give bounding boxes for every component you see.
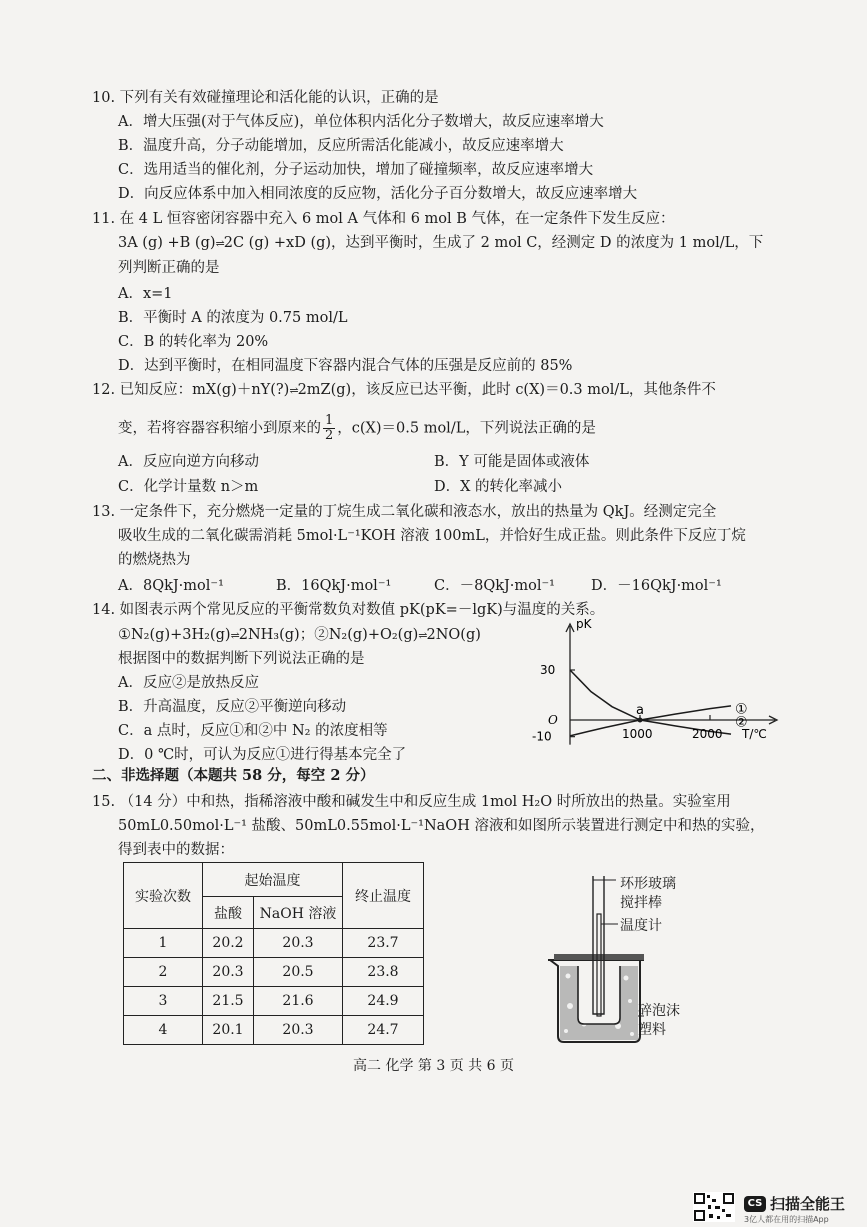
q10-option-d: D．向反应体系中加入相同浓度的反应物，活化分子百分数增大，故反应速率增大 (118, 186, 638, 202)
scanner-tagline: 3亿人都在用的扫描App (744, 1215, 829, 1224)
q13-stem-line1 (92, 502, 716, 522)
y-tick-label-30: 30 (540, 663, 556, 677)
cell-hcl: 21.5 (203, 987, 254, 1016)
fraction-denominator: 2 (325, 428, 334, 443)
scanner-brand-name: 扫描全能王 (770, 1195, 846, 1213)
q10-option-b: B．温度升高，分子动能增加，反应所需活化能减小，故反应速率增大 (118, 138, 564, 154)
inner-beaker (578, 966, 620, 1024)
reaction-2-right: 2NO(g) (426, 627, 481, 643)
header-end-temp: 终止温度 (343, 863, 424, 929)
section-2-heading: 二、非选择题（本题共 58 分，每空 2 分） (92, 767, 375, 784)
page-footer: 高二 化学 第 3 页 共 6 页 (353, 1058, 514, 1074)
cell-hcl: 20.2 (203, 929, 254, 958)
q12-stem-line1 (92, 380, 716, 401)
cell-trial: 1 (124, 929, 203, 958)
q14-text: 如图表示两个常见反应的平衡常数负对数值 pK(pK=－lgK)与温度的关系。 (119, 602, 605, 618)
q15-text: （14 分）中和热，指稀溶液中酸和碱发生中和反应生成 1mol H₂O 时所放出的热量。实验室用 (119, 794, 731, 810)
header-trial: 实验次数 (124, 863, 203, 929)
q11-option-d: D．达到平衡时，在相同温度下容器内混合气体的压强是反应前的 85% (118, 358, 573, 374)
q10-number: 10. (92, 90, 116, 106)
cell-trial: 3 (124, 987, 203, 1016)
scanner-badge: CS (744, 1196, 766, 1212)
q13-option-d: D．－16QkJ·mol⁻¹ (591, 578, 722, 594)
q13-option-b: B．16QkJ·mol⁻¹ (276, 578, 392, 594)
q14-option-b: B．升高温度，反应②平衡逆向移动 (118, 699, 347, 715)
q12-option-c: C．化学计量数 n＞m (118, 479, 259, 495)
q11-equation-right: 2C (g) +xD (g)，达到平衡时，生成了 2 mol C，经测定 D 的浓度为 1 mol/L，下 (223, 235, 764, 251)
header-hcl: 盐酸 (203, 897, 254, 929)
q12-text-b: ，c(X)＝0.5 mol/L，下列说法正确的是 (337, 420, 596, 437)
header-start-temp: 起始温度 (203, 863, 343, 897)
q10-text: 下列有关有效碰撞理论和活化能的认识，正确的是 (119, 90, 439, 106)
q14-number: 14. (92, 602, 116, 618)
table-row (124, 958, 424, 987)
label-thermometer: 温度计 (620, 918, 662, 934)
chart-labels (532, 617, 767, 744)
q13-text: 一定条件下，充分燃烧一定量的丁烷生成二氧化碳和液态水，放出的热量为 QkJ。经测定完全 (119, 504, 717, 520)
series-label-2: ② (735, 714, 748, 731)
q12-number: 12. (92, 382, 116, 398)
y-axis-label: pK (576, 617, 592, 631)
cell-hcl: 20.3 (203, 958, 254, 987)
cell-trial: 2 (124, 958, 203, 987)
header-naoh: NaOH 溶液 (254, 897, 343, 929)
equilibrium-arrow-icon: ⇌ (289, 384, 298, 397)
reaction-2-left: 2NH₃(g)；②N₂(g)+O₂(g) (238, 627, 419, 643)
q11-stem-line3: 列判断正确的是 (118, 260, 220, 276)
point-a (638, 718, 643, 723)
q11-number: 11. (92, 211, 116, 227)
q13-option-a: A．8QkJ·mol⁻¹ (118, 578, 224, 594)
series-label-1: ① (735, 701, 748, 718)
q14-stem-line1 (92, 600, 604, 620)
cell-naoh: 21.6 (254, 987, 343, 1016)
series-line-1 (570, 670, 731, 734)
q13-stem-line2: 吸收生成的二氧化碳需消耗 5mol·L⁻¹KOH 溶液 100mL，并恰好生成正盐。则此条件下反应丁烷 (118, 528, 746, 544)
q15-stem-line1 (92, 792, 731, 812)
q14-option-a: A．反应②是放热反应 (118, 675, 259, 691)
qr-code-icon (693, 1192, 735, 1222)
label-stirrer-2: 搅拌棒 (620, 895, 662, 911)
cell-end: 24.7 (343, 1016, 424, 1045)
q15-stem-line3: 得到表中的数据： (118, 842, 234, 858)
q13-option-c: C．－8QkJ·mol⁻¹ (434, 578, 555, 594)
chart-series (570, 670, 731, 736)
reaction-1-left: ①N₂(g)+3H₂(g) (118, 627, 231, 643)
q14-option-c: C．a 点时，反应①和②中 N₂ 的浓度相等 (118, 723, 388, 739)
q12-stem-line2 (118, 414, 596, 443)
q12-equation-right: 2mZ(g)，该反应已达平衡，此时 c(X)＝0.3 mol/L，其他条件不 (297, 382, 716, 398)
q13-number: 13. (92, 504, 116, 520)
q11-stem-line2 (118, 233, 763, 254)
q11-equation-left: 3A (g) +B (g) (118, 235, 216, 251)
q14-option-d: D．0 ℃时，可认为反应①进行得基本完全了 (118, 747, 407, 763)
cell-end: 23.8 (343, 958, 424, 987)
q11-option-c: C．B 的转化率为 20% (118, 334, 269, 350)
q11-text: 在 4 L 恒容密闭容器中充入 6 mol A 气体和 6 mol B 气体，在一定条件下发生反应： (119, 211, 675, 227)
temperature-table (123, 862, 424, 1045)
q15-number: 15. (92, 794, 116, 810)
label-foam-2: 塑料 (638, 1022, 666, 1038)
cell-naoh: 20.3 (254, 929, 343, 958)
equilibrium-arrow-icon: ⇌ (418, 629, 427, 642)
point-a-label: a (636, 703, 644, 718)
cell-naoh: 20.5 (254, 958, 343, 987)
equilibrium-arrow-icon: ⇌ (215, 237, 224, 250)
q11-option-a: A．x=1 (118, 286, 173, 302)
q14-stem-line3: 根据图中的数据判断下列说法正确的是 (118, 651, 365, 667)
q12-option-b: B．Y 可能是固体或液体 (434, 454, 590, 470)
x-tick-label-2000: 2000 (692, 727, 723, 741)
cell-end: 23.7 (343, 929, 424, 958)
q13-stem-line3: 的燃烧热为 (118, 552, 191, 568)
pk-temperature-chart (530, 612, 780, 777)
label-foam-1: 碎泡沫 (638, 1003, 680, 1019)
cell-hcl: 20.1 (203, 1016, 254, 1045)
cell-naoh: 20.3 (254, 1016, 343, 1045)
fraction-numerator: 1 (325, 413, 334, 428)
q12-equation-left: 已知反应：mX(g)＋nY(?) (119, 382, 290, 398)
q14-reactions (118, 625, 481, 646)
y-tick-label-neg10: -10 (532, 729, 552, 744)
q12-text-a: 变，若将容器容积缩小到原来的 (118, 420, 321, 437)
table-row (124, 929, 424, 958)
q15-stem-line2: 50mL0.50mol·L⁻¹ 盐酸、50mL0.55mol·L⁻¹NaOH 溶液和如图所示装置进行测定中和热的实验， (118, 818, 765, 834)
q10-option-c: C．选用适当的催化剂，分子运动加快，增加了碰撞频率，故反应速率增大 (118, 162, 594, 178)
cell-end: 24.9 (343, 987, 424, 1016)
q10-stem (92, 88, 439, 108)
table-row (124, 1016, 424, 1045)
q12-option-a: A．反应向逆方向移动 (118, 454, 259, 470)
q11-option-b: B．平衡时 A 的浓度为 0.75 mol/L (118, 310, 348, 326)
equilibrium-arrow-icon: ⇌ (230, 629, 239, 642)
cardboard-lid (554, 954, 644, 960)
label-stirrer-1: 环形玻璃 (620, 876, 676, 892)
x-tick-label-1000: 1000 (622, 727, 653, 741)
q12-option-d: D．X 的转化率减小 (434, 479, 563, 495)
fraction-one-half (323, 414, 335, 443)
q10-option-a: A．增大压强(对于气体反应)，单位体积内活化分子数增大，故反应速率增大 (118, 114, 604, 130)
table-row (124, 987, 424, 1016)
q11-stem-line1 (92, 209, 675, 229)
cell-trial: 4 (124, 1016, 203, 1045)
x-axis-label: T/℃ (742, 727, 767, 741)
origin-label: O (548, 713, 558, 727)
